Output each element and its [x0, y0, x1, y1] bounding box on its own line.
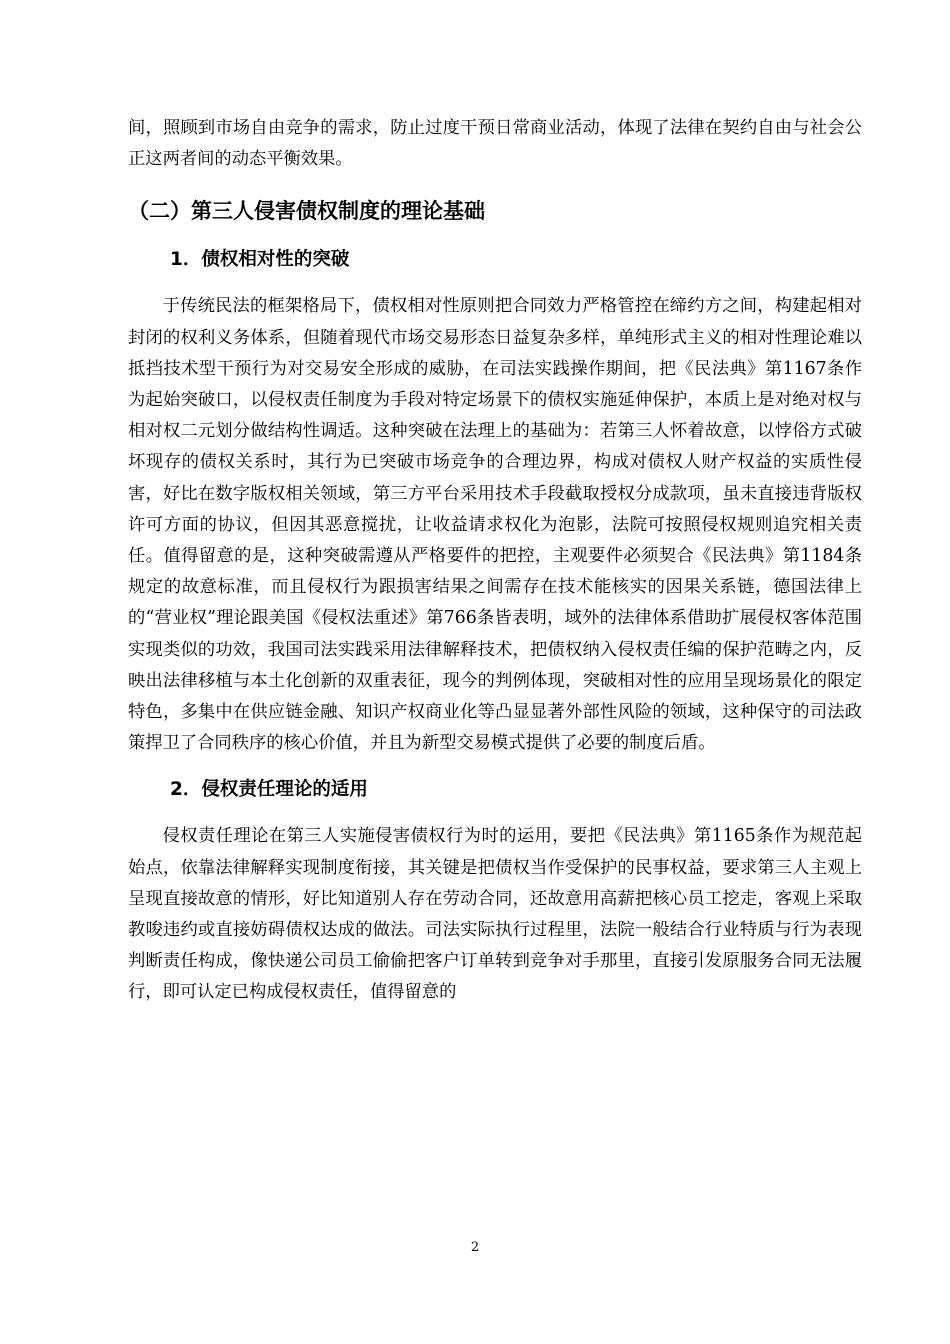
page-number: 2	[470, 1240, 480, 1255]
sub-heading-1: 1．债权相对性的突破	[170, 249, 350, 271]
paragraph-body-2: 侵权责任理论在第三人实施侵害债权行为时的运用，要把《民法典》第1165条作为规范起始点，依靠法律解释实现制度衔接，其关键是把债权当作受保护的民事权益，要求第三人主观上呈现直接故意的情形，好比知道别人存在劳动合同，还故意用高薪把核心员工挖走，客观上采取教唆违约或直接妨碍债权达成的做法。司法实际执行过程里，法院一般结合行业特质与行为表现判断责任构成，像快递公司员工偷偷把客户订单转到竞争对手那里，直接引发原服务合同无法履行，即可认定已构成侵权责任，值得留意的	[128, 826, 862, 1003]
paragraph-continuation: 间，照顾到市场自由竞争的需求，防止过度干预日常商业活动，体现了法律在契约自由与社会公正这两者间的动态平衡效果。	[128, 118, 862, 170]
paragraph-body-1: 于传统民法的框架格局下，债权相对性原则把合同效力严格管控在缔约方之间，构建起相对封闭的权利义务体系，但随着现代市场交易形态日益复杂多样，单纯形式主义的相对性理论难以抵挡技术型干预行为对交易安全形成的威胁，在司法实践操作期间，把《民法典》第1167条作为起始突破口，以侵权责任制度为手段对特定场景下的债权实施延伸保护，本质上是对绝对权与相对权二元划分做结构性调适。这种突破在法理上的基础为：若第三人怀着故意，以悖俗方式破坏现存的债权关系时，其行为已突破市场竞争的合理边界，构成对债权人财产权益的实质性侵害，好比在数字版权相关领域，第三方平台采用技术手段截取授权分成款项，虽未直接违背版权许可方面的协议，但因其恶意搅扰，让收益请求权化为泡影，法院可按照侵权规则追究相关责任。值得留意的是，这种突破需遵从严格要件的把控，主观要件必须契合《民法典》第1184条规定的故意标准，而且侵权行为跟损害结果之间需存在技术能核实的因果关系链，德国法律上的“营业权”理论跟美国《侵权法重述》第766条皆表明，域外的法律体系借助扩展侵权客体范围实现类似的功效，我国司法实践采用法律解释技术，把债权纳入侵权责任编的保护范畴之内，反映出法律移植与本土化创新的双重表征，现今的判例体现，突破相对性的应用呈现场景化的限定特色，多集中在供应链金融、知识产权商业化等凸显显著外部性风险的领域，这种保守的司法政策捍卫了合同秩序的核心价值，并且为新型交易模式提供了必要的制度后盾。	[128, 296, 862, 754]
page-content	[128, 113, 862, 1009]
section-heading: （二）第三人侵害债权制度的理论基础	[128, 199, 485, 224]
sub-heading-2: 2．侵权责任理论的适用	[170, 779, 368, 801]
